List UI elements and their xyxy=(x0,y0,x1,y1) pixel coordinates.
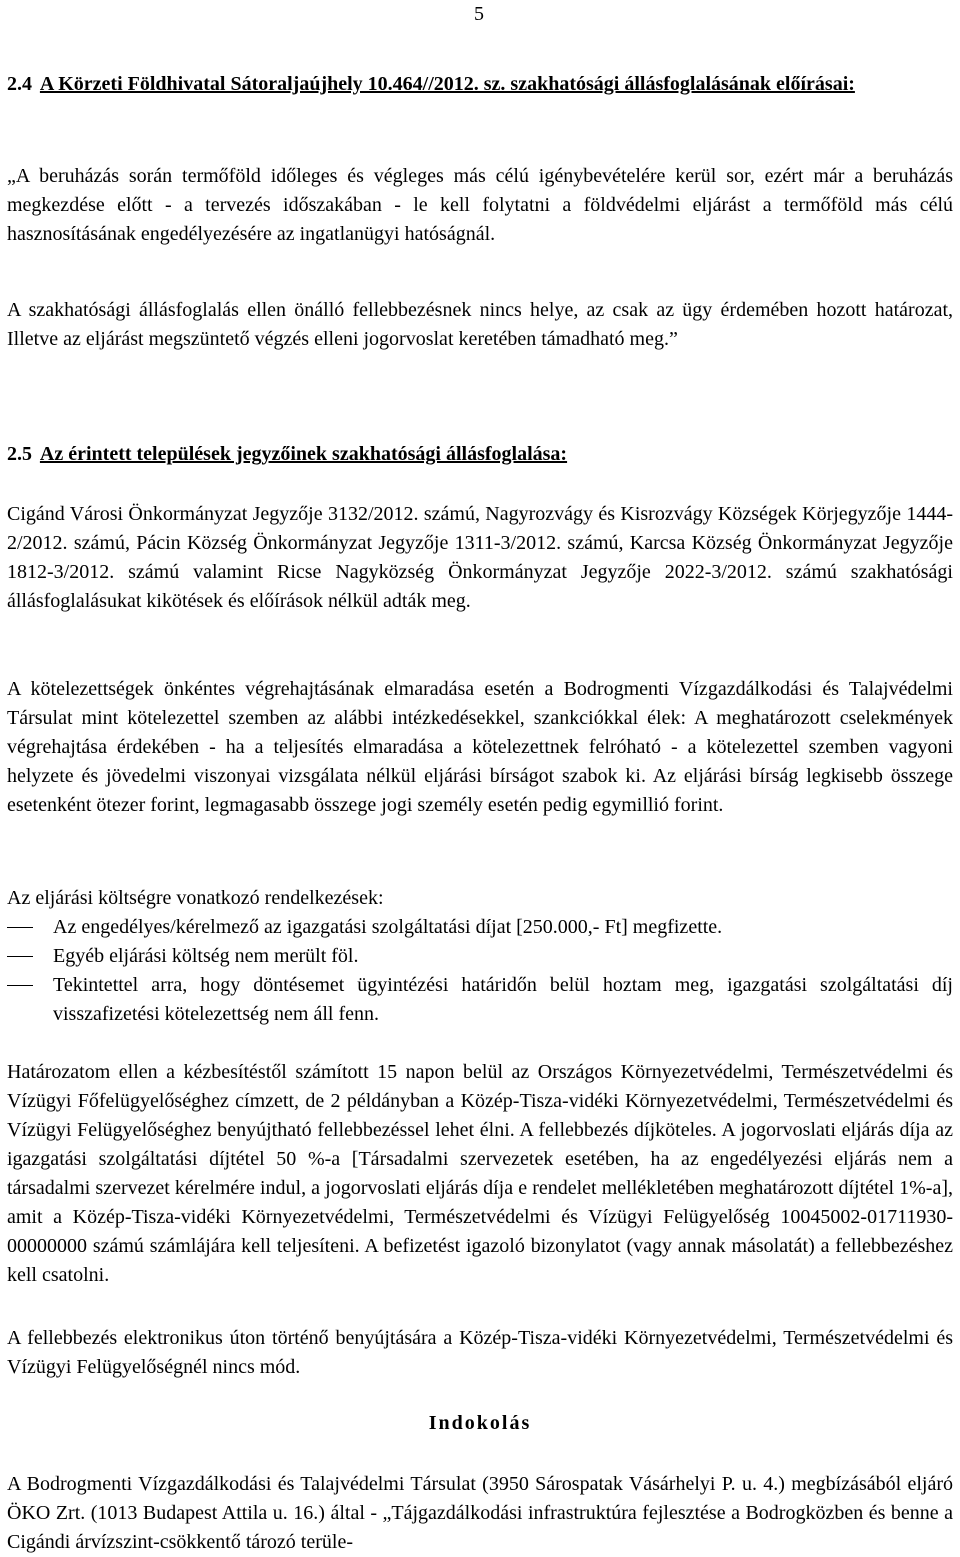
costs-intro: Az eljárási költségre vonatkozó rendelkezések: xyxy=(7,887,384,909)
electronic-appeal-paragraph: A fellebbezés elektronikus úton történő benyújtására a Közép-Tisza-vidéki Környezetvédelmi, Természetvédelmi és Vízügyi Felügyelőségnél nincs mód. xyxy=(7,1327,953,1378)
section-2-5-paragraph: Cigánd Városi Önkormányzat Jegyzője 3132/2012. számú, Nagyrozvágy és Kisrozvágy Községek Körjegyzője 1444-2/2012. számú, Pácin Község Önkormányzat Jegyzője 1311-3/2012. számú, Karcsa Község Önkormányzat Jegyzője 1812-3/2012. számú valamint Ricse Nagyközség Önkormányzat Jegyzője 2022-3/2012. számú szakhatósági állásfoglalásukat kikötések és előírások nélkül adták meg. xyxy=(7,503,953,612)
dash-bullet-icon xyxy=(7,985,33,986)
dash-bullet-icon xyxy=(7,956,33,957)
costs-list-item: Tekintettel arra, hogy döntésemet ügyintézési határidőn belül hoztam meg, igazgatási szolgáltatási díj visszafizetési kötelezettség nem áll fenn. xyxy=(7,971,953,1029)
indoklas-title: Indokolás xyxy=(428,1412,532,1434)
section-2-4-paragraph-2: A szakhatósági állásfoglalás ellen önálló fellebbezésnek nincs helye, az csak az ügy érdemében hozott határozat, Illetve az eljárást megszüntető végzés elleni jogorvoslat keretében támadható meg.” xyxy=(7,299,953,350)
dash-bullet-icon xyxy=(7,927,33,928)
section-2-4-number: 2.4 xyxy=(7,73,32,95)
section-2-4-title: A Körzeti Földhivatal Sátoraljaújhely 10.464//2012. sz. szakhatósági állásfoglalásának előírásai: xyxy=(39,73,855,95)
section-2-5-title: Az érintett települések jegyzőinek szakhatósági állásfoglalása: xyxy=(39,443,568,465)
section-2-4-paragraph-1: „A beruházás során termőföld időleges és végleges más célú igénybevételére kerül sor, ezért már a beruházás megkezdése előtt - a tervezés időszakában - le kell folytatni a földvédelmi eljárást a termőföld más célú hasznosításának engedélyezésére az ingatlanügyi hatóságnál. xyxy=(7,165,953,245)
obligations-paragraph: A kötelezettségek önkéntes végrehajtásának elmaradása esetén a Bodrogmenti Vízgazdálkodási és Talajvédelmi Társulat mint kötelezettel szemben az alábbi intézkedésekkel, szankciókkal élek: A meghatározott cselekmények végrehajtása érdekében - ha a teljesítés elmaradása a kötelezettnek felróható - a kötelezettel szemben vagyoni helyzete és jövedelmi viszonyai vizsgálata nélkül eljárási bírságot szabok ki. Az eljárási bírság legkisebb összege esetenként ötezer forint, legmagasabb összege jogi személy esetén pedig egymillió forint. xyxy=(7,678,953,816)
indoklas-paragraph: A Bodrogmenti Vízgazdálkodási és Talajvédelmi Társulat (3950 Sárospatak Vásárhelyi P. u. 4.) megbízásából eljáró ÖKO Zrt. (1013 Budapest Attila u. 16.) által - „Tájgazdálkodási infrastruktúra fejlesztése a Bodrogközben és benne a Cigándi árvízszint-csökkentő tározó terüle- xyxy=(7,1473,953,1553)
appeal-paragraph: Határozatom ellen a kézbesítéstől számított 15 napon belül az Országos Környezetvédelmi, Természetvédelmi és Vízügyi Főfelügyelőséghez címzett, de 2 példányban a Közép-Tisza-vidéki Környezetvédelmi, Természetvédelmi és Vízügyi Felügyelőséghez benyújtható fellebbezéssel lehet élni. A fellebbezés díjköteles. A jogorvoslati eljárás díja az igazgatási szolgáltatási díjtétel 50 %-a [Társadalmi szervezetek esetében, ha az engedélyezési eljárás nem a társadalmi szervezet kérelmére indul, a jogorvoslati eljárás díja e rendelet mellékletében meghatározott díjtétel 1%-a], amit a Közép-Tisza-vidéki Környezetvédelmi, Természetvédelmi és Vízügyi Felügyelőség 10045002-01711930-00000000 számú számlájára kell teljesíteni. A befizetést igazoló bizonylatot (vagy annak másolatát) a fellebbezéshez kell csatolni. xyxy=(7,1061,953,1286)
costs-list-item: Az engedélyes/kérelmező az igazgatási szolgáltatási díjat [250.000,- Ft] megfizette. xyxy=(7,913,953,942)
costs-list-item: Egyéb eljárási költség nem merült föl. xyxy=(7,942,953,971)
section-2-5-number: 2.5 xyxy=(7,443,32,465)
section-2-4-heading xyxy=(7,70,953,99)
costs-list xyxy=(7,913,953,1029)
section-2-5-heading xyxy=(7,440,953,469)
page-number: 5 xyxy=(474,3,484,25)
